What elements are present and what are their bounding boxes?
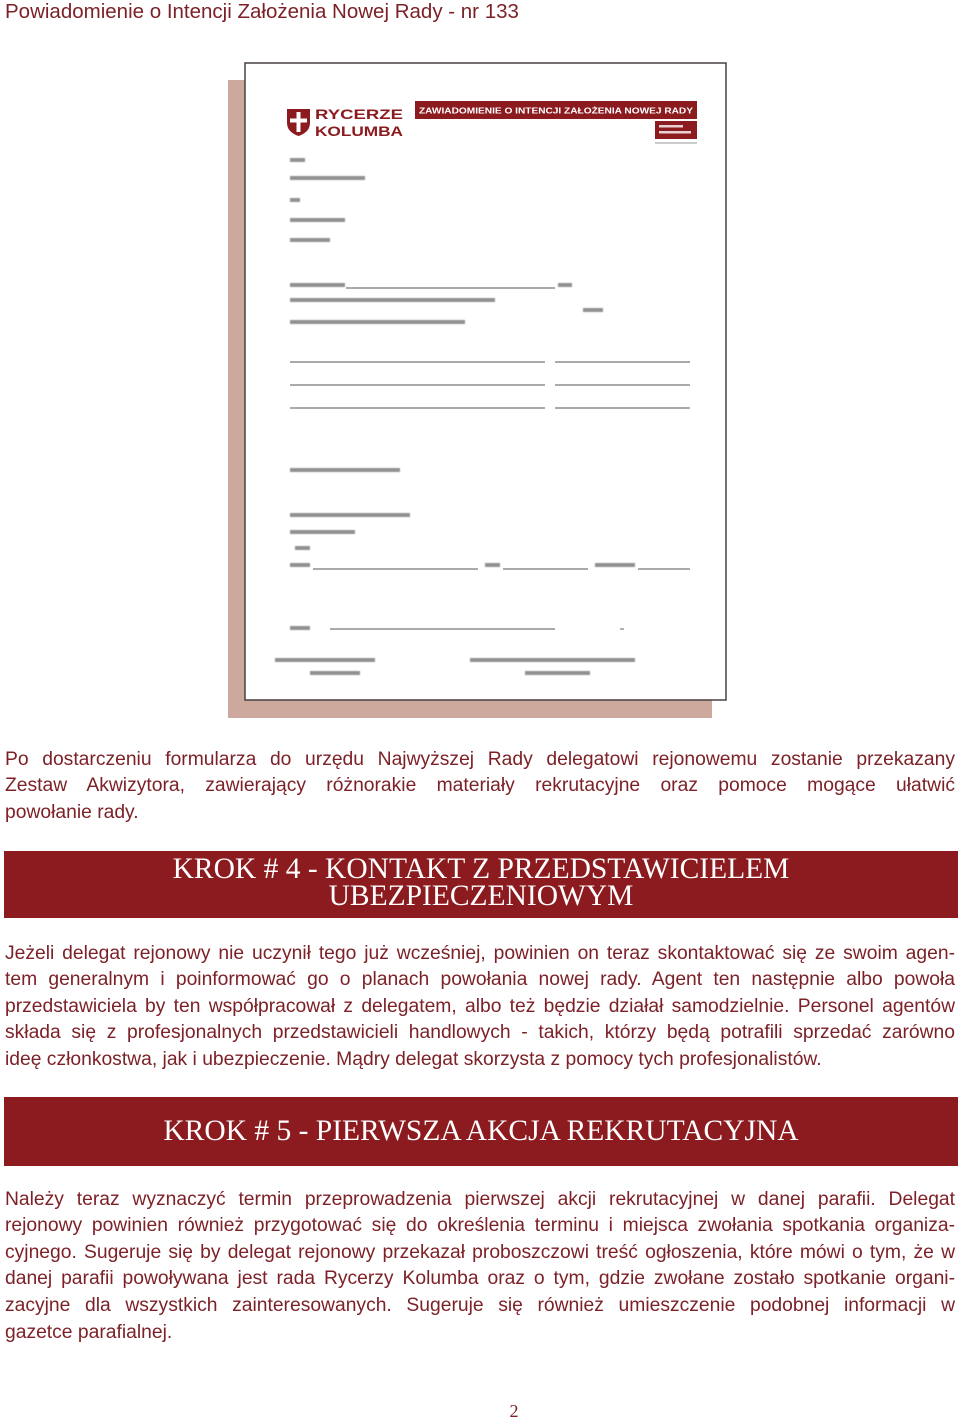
- form-logo-line1: RYCERZE: [315, 106, 403, 122]
- form-text-line: [470, 658, 635, 662]
- step5-paragraph: [5, 1187, 955, 1347]
- step5-heading: KROK # 5 - PIERWSZA AKCJA REKRUTACYJNA: [163, 1115, 799, 1147]
- form-text-line: [290, 563, 310, 567]
- form-text-line: [290, 218, 345, 222]
- paragraph-line: zacyjne dla wszystkich zainteresowanych. Sugeruje się również umieszczenie podobnej informacji w: [5, 1295, 955, 1317]
- step4-paragraph: [5, 941, 955, 1074]
- paragraph-line: składa się z profesjonalnych przedstawicieli handlowych - takich, którzy będą potrafili sprzedać zarówno: [5, 1022, 955, 1044]
- paragraph-line: danej parafii powoływana jest rada Rycerzy Kolumba oraz o tym, gdzie zwołane zostało spotkanie organi-: [5, 1268, 955, 1290]
- paragraph-line: Jeżeli delegat rejonowy nie uczynił tego już wcześniej, powinien on teraz skontaktować się ze swoim agen-: [5, 942, 955, 964]
- intro-paragraph: [5, 747, 955, 827]
- document-header-title: Powiadomienie o Intencji Założenia Nowej Rady - nr 133: [5, 0, 519, 23]
- paragraph-line: cyjnego. Sugeruje się by delegat rejonowy przekazał proboszczowi treść ogłoszenia, które mówi o tym, że w: [5, 1241, 955, 1263]
- paragraph-line: rejonowy powinien również przygotować się do określenia terminu i miejsca zwołania spotkania organiza-: [5, 1215, 955, 1237]
- paragraph-line: powołanie rady.: [5, 801, 139, 823]
- form-text-line: [558, 283, 572, 287]
- form-logo-line2: KOLUMBA: [315, 123, 403, 139]
- form-text-line: [485, 563, 500, 567]
- form-paper: [245, 63, 726, 700]
- step5-heading-banner: [4, 1097, 958, 1166]
- paragraph-line: Po dostarczeniu formularza do urzędu Najwyższej Rady delegatowi rejonowemu zostanie przekazany: [5, 748, 955, 770]
- form-text-line: [290, 238, 330, 242]
- form-text-line: [290, 320, 465, 324]
- form-title: ZAWIADOMIENIE O INTENCJI ZAŁOŻENIA NOWEJ RADY: [419, 105, 694, 116]
- paragraph-line: przedstawiciela by ten współpracował z delegatem, albo też będzie działał samodzielnie. Personel agentów: [5, 995, 955, 1017]
- step4-heading-line: UBEZPIECZENIOWYM: [328, 879, 634, 912]
- page-number: 2: [509, 1401, 519, 1421]
- form-thumbnail-figure: [228, 60, 728, 722]
- paragraph-line: ideę członkostwa, jak i ubezpieczenie. Mądry delegat skorzysta z pomocy tych profesjonalistów.: [5, 1049, 822, 1071]
- form-text-line: [290, 626, 310, 630]
- form-text-line: [290, 530, 355, 534]
- form-text-line: [290, 513, 410, 517]
- form-text-line: [290, 283, 345, 287]
- form-thumbnail-image: [228, 60, 728, 722]
- form-text-line: [310, 671, 360, 675]
- paragraph-line: Należy teraz wyznaczyć termin przeprowadzenia pierwszej akcji rekrutacyjnej w danej parafii. Delegat: [5, 1188, 955, 1210]
- form-text-line: [525, 671, 590, 675]
- paragraph-line: Zestaw Akwizytora, zawierający różnorakie materiały rekrutacyjne oraz pomoce mogące ułatwić: [5, 775, 955, 797]
- form-text-line: [583, 308, 603, 312]
- form-text-line: [290, 468, 400, 472]
- form-text-line: [290, 198, 300, 202]
- step4-heading-line: KROK # 4 - KONTAKT Z PRZEDSTAWICIELEM: [172, 852, 790, 885]
- form-text-line: [290, 176, 365, 180]
- form-text-line: [290, 158, 305, 162]
- step4-heading-banner: [4, 851, 958, 918]
- paragraph-line: tem generalnym i poinformować go o planach powołania nowej rady. Agent ten następnie albo powoła: [5, 969, 955, 991]
- form-text-line: [275, 658, 375, 662]
- form-text-line: [295, 546, 310, 550]
- form-text-line: [290, 298, 495, 302]
- form-text-line: [595, 563, 635, 567]
- paragraph-line: gazetce parafialnej.: [5, 1321, 173, 1343]
